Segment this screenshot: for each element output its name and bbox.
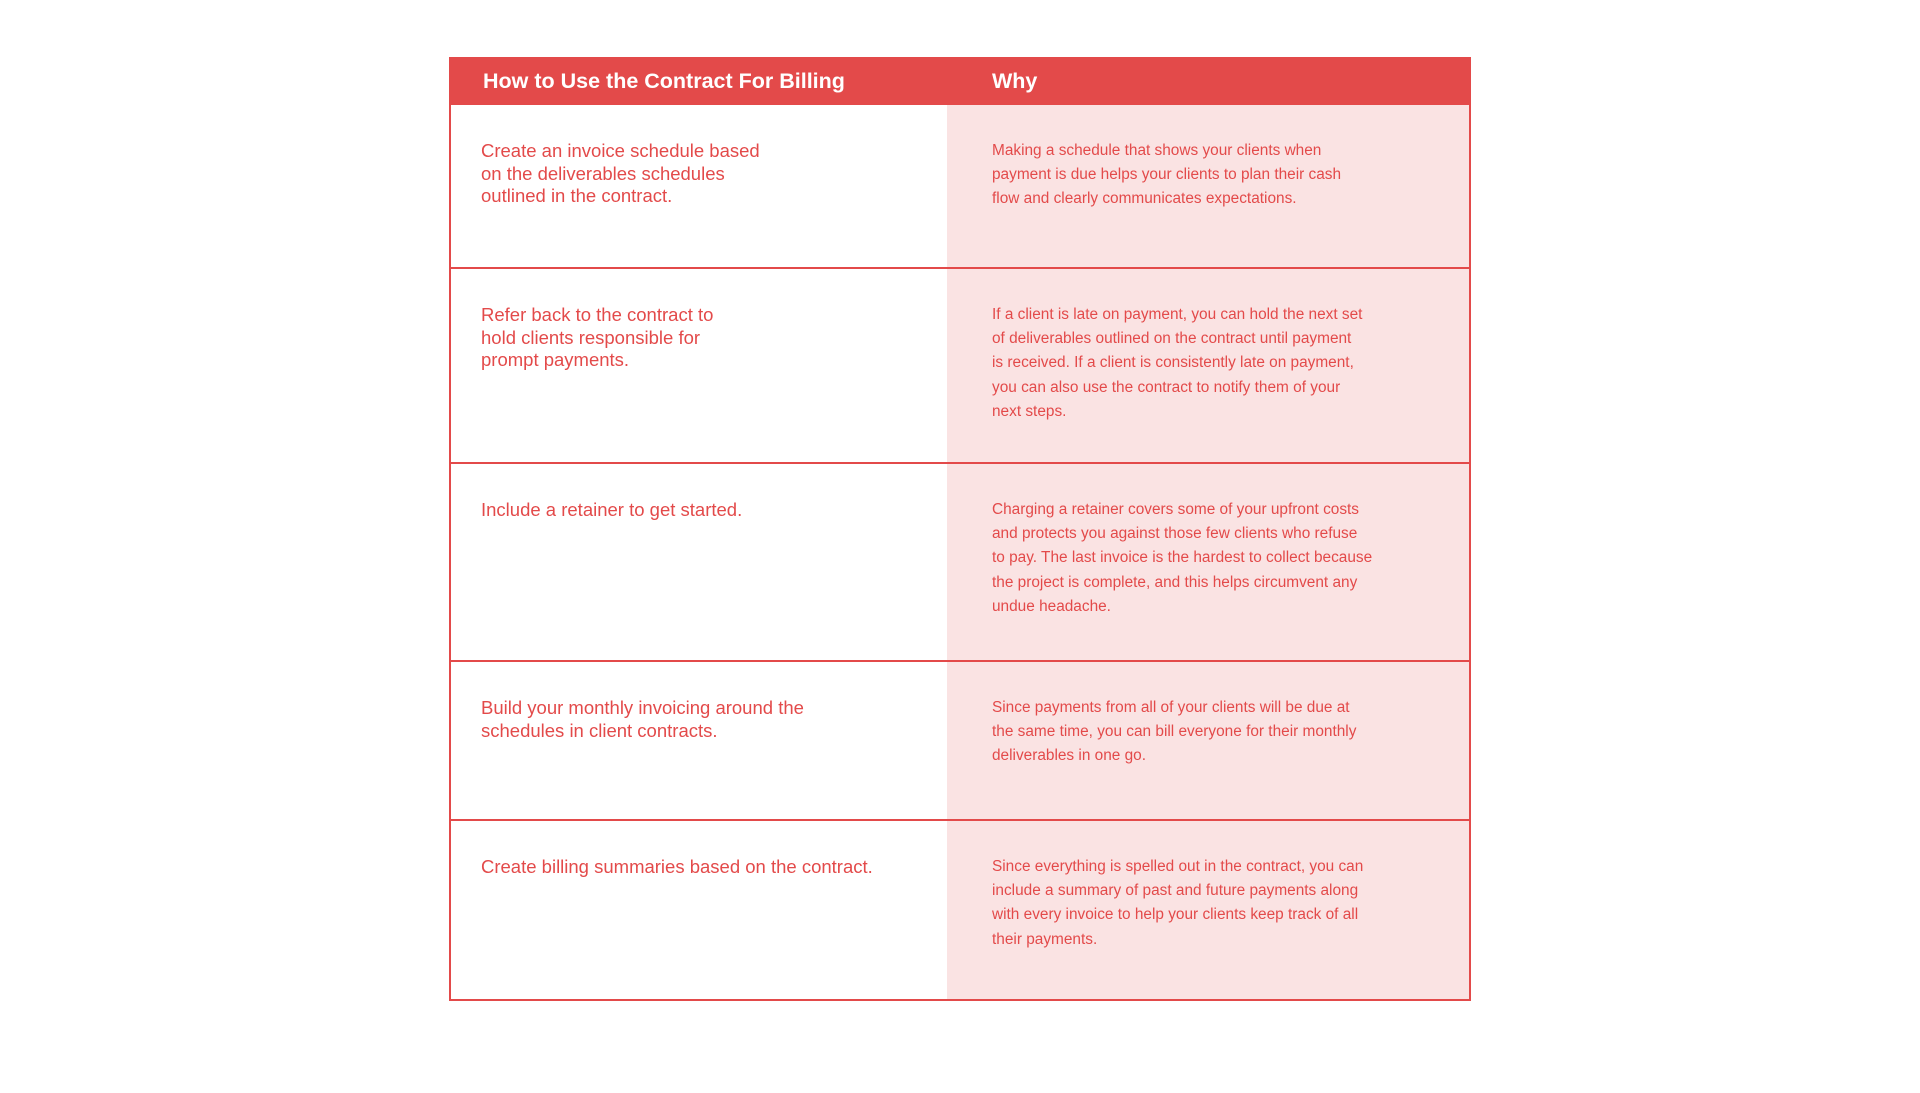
how-cell: Refer back to the contract to hold clients responsible for prompt payments. [481, 304, 714, 370]
table-row [451, 821, 1469, 999]
why-cell: Since payments from all of your clients will be due at the same time, you can bill everyone for their monthly deliverables in one go. [992, 699, 1357, 765]
table-row [451, 662, 1469, 821]
why-cell: Making a schedule that shows your clients when payment is due helps your clients to plan their cash flow and clearly communicates expectations. [992, 142, 1342, 208]
table-row [451, 464, 1469, 662]
why-cell: Since everything is spelled out in the contract, you can include a summary of past and future payments along with every invoice to help your clients keep track of all their payments. [992, 858, 1364, 948]
header-why: Why [992, 69, 1038, 93]
how-cell: Build your monthly invoicing around the schedules in client contracts. [481, 697, 804, 741]
how-cell: Create an invoice schedule based on the deliverables schedules outlined in the contract. [481, 140, 760, 206]
how-cell: Create billing summaries based on the contract. [481, 856, 873, 877]
how-cell: Include a retainer to get started. [481, 499, 743, 520]
table-row [451, 269, 1469, 464]
table-header [449, 57, 1471, 105]
header-how-to-use: How to Use the Contract For Billing [483, 69, 845, 93]
billing-table [449, 57, 1471, 1001]
table-row [451, 105, 1469, 269]
why-cell: If a client is late on payment, you can hold the next set of deliverables outlined on the contract until payment is received. If a client is consistently late on payment, you can also use the contract to notify them of your next steps. [992, 306, 1363, 420]
why-cell: Charging a retainer covers some of your upfront costs and protects you against those few clients who refuse to pay. The last invoice is the hardest to collect because the project is complete, and this helps circumvent any undue headache. [992, 501, 1373, 615]
